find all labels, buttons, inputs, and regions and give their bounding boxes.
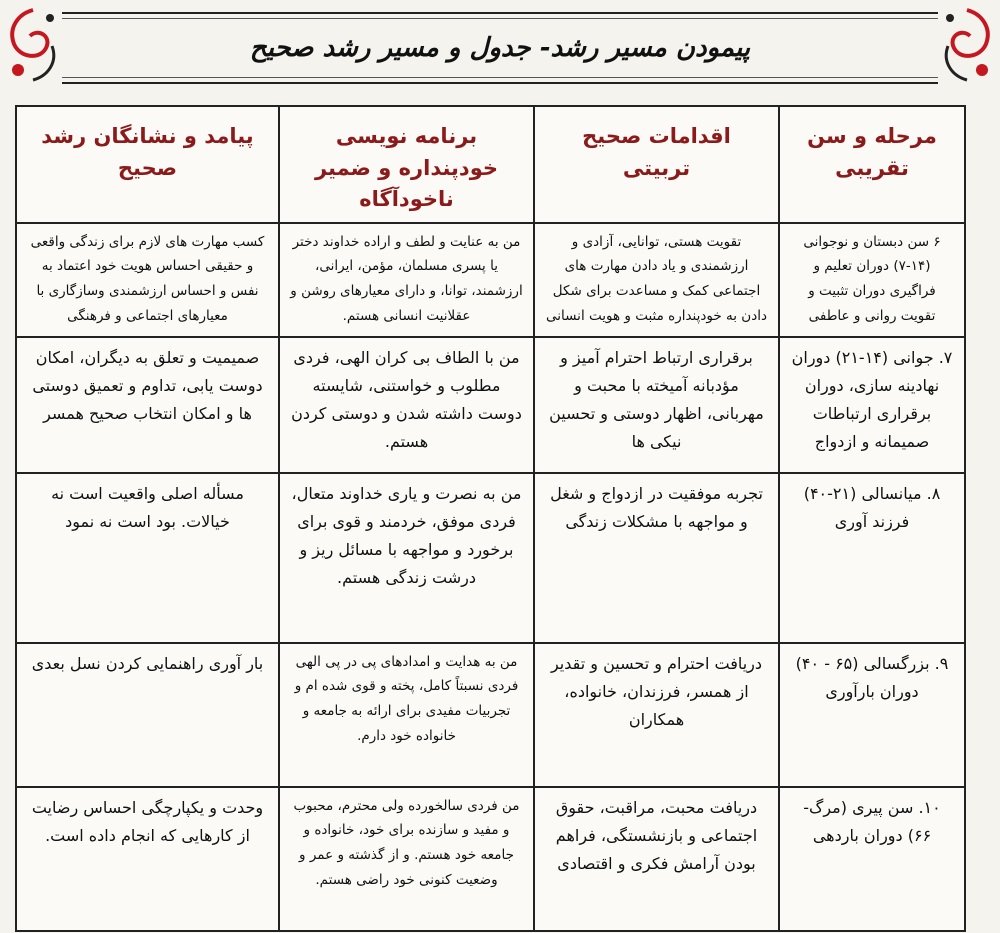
program-cell: من به هدایت و امدادهای پی در پی الهی فردی نسبتاً کامل، پخته و قوی شده ام و تجربیات مفیدی برای ارائه به جامعه و خانواده خود دارم. [279, 643, 534, 787]
action-cell: تجربه موفقیت در ازدواج و شغل و مواجهه با مشکلات زندگی [534, 473, 779, 643]
column-header-stage: مرحله و سن تقریبی [779, 106, 965, 223]
title-frame [62, 12, 938, 84]
table-row [16, 473, 965, 643]
stage-cell: ۷. جوانی (۱۴-۲۱) دوران نهادینه سازی، دوران برقراری ارتباطات صمیمانه و ازدواج [779, 337, 965, 473]
column-header-result: پیامد و نشانگان رشد صحیح [16, 106, 279, 223]
program-cell: من با الطاف بی کران الهی، فردی مطلوب و خواستنی، شایسته دوست داشته شدن و دوستی کردن هستم. [279, 337, 534, 473]
table-header-row [16, 106, 965, 223]
action-cell: دریافت احترام و تحسین و تقدیر از همسر، فرزندان، خانواده، همکاران [534, 643, 779, 787]
table-row [16, 787, 965, 931]
ornament-icon [2, 4, 64, 86]
stage-cell: ۸. میانسالی (۲۱-۴۰) فرزند آوری [779, 473, 965, 643]
table-row [16, 223, 965, 337]
stage-cell: ۱۰. سن پیری (مرگ- ۶۶) دوران باردهی [779, 787, 965, 931]
result-cell: وحدت و یکپارچگی احساس رضایت از کارهایی که انجام داده است. [16, 787, 279, 931]
program-cell: من به نصرت و یاری خداوند متعال، فردی موفق، خردمند و قوی برای برخورد و مواجهه با مسائل ریز و درشت زندگی هستم. [279, 473, 534, 643]
program-cell: من به عنایت و لطف و اراده خداوند دختر یا پسری مسلمان، مؤمن، ایرانی، ارزشمند، توانا، و دارای معیارهای روشن و عقلانیت انسانی هستم. [279, 223, 534, 337]
action-cell: تقویت هستی، توانایی، آزادی و ارزشمندی و یاد دادن مهارت های اجتماعی کمک و مساعدت برای شکل دادن به خودپنداره مثبت و هویت انسانی [534, 223, 779, 337]
table-row [16, 643, 965, 787]
action-cell: دریافت محبت، مراقبت، حقوق اجتماعی و بازنشستگی، فراهم بودن آرامش فکری و اقتصادی [534, 787, 779, 931]
result-cell: صمیمیت و تعلق به دیگران، امکان دوست یابی، تداوم و تعمیق دوستی ها و امکان انتخاب صحیح همسر [16, 337, 279, 473]
ornament-icon [936, 4, 998, 86]
growth-table [15, 105, 966, 932]
stage-cell: ۹. بزرگسالی (۶۵ - ۴۰) دوران بارآوری [779, 643, 965, 787]
action-cell: برقراری ارتباط احترام آمیز و مؤدبانه آمیخته با محبت و مهربانی، اظهار دوستی و تحسین نیکی ها [534, 337, 779, 473]
program-cell: من فردی سالخورده ولی محترم، محبوب و مفید و سازنده برای خود، خانواده و جامعه خود هستم. و از گذشته و عمر و وضعیت کنونی خود راضی هستم. [279, 787, 534, 931]
page-title: پیمودن مسیر رشد- جدول و مسیر رشد صحیح [249, 33, 751, 63]
result-cell: بار آوری راهنمایی کردن نسل بعدی [16, 643, 279, 787]
stage-cell: ۶ سن دبستان و نوجوانی (۱۴-۷) دوران تعلیم و فراگیری دوران تثبیت و تقویت روانی و عاطفی [779, 223, 965, 337]
result-cell: مسأله اصلی واقعیت است نه خیالات. بود است نه نمود [16, 473, 279, 643]
result-cell: کسب مهارت های لازم برای زندگی واقعی و حقیقی احساس هویت خود اعتماد به نفس و احساس ارزشمندی وسازگاری با معیارهای اجتماعی و فرهنگی [16, 223, 279, 337]
table-row [16, 337, 965, 473]
column-header-program: برنامه نویسی خودپنداره و ضمیر ناخودآگاه [279, 106, 534, 223]
column-header-action: اقدامات صحیح تربیتی [534, 106, 779, 223]
growth-table-container [17, 105, 966, 916]
page-header [0, 0, 1000, 92]
